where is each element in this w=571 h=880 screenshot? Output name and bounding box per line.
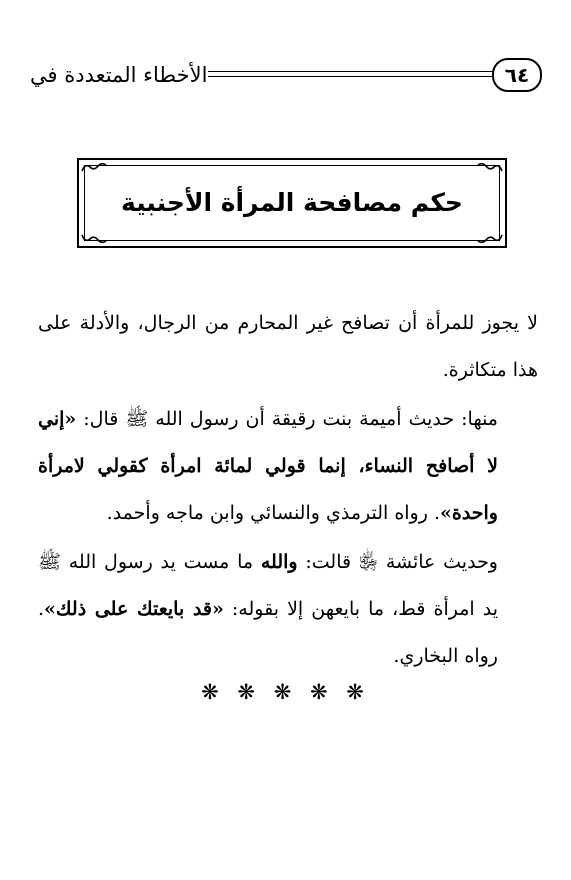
section-title: حكم مصافحة المرأة الأجنبية	[121, 188, 463, 217]
hadith-source: . رواه الترمذي والنسائي وابن ماجه وأحمد.	[106, 502, 440, 524]
corner-ornament-bottom-right	[477, 234, 503, 244]
hadith-text: ما مست يد رسول الله ﷺ يد امرأة قط، ما بايعهن إلا بقوله:	[38, 551, 498, 620]
hadith-quote: «إني لا أصافح النساء، إنما قولي لمائة امرأة كقولي لامرأة واحدة»	[38, 408, 498, 524]
hadith-intro-text: منها: حديث أميمة بنت رقيقة أن رسول الله ﷺ قال:	[76, 408, 498, 430]
section-separator: ❋ ❋ ❋ ❋ ❋	[201, 680, 370, 704]
paragraph-intro: لا يجوز للمرأة أن تصافح غير المحارم من الرجال، والأدلة على هذا متكاثرة.	[38, 312, 538, 381]
body-text	[38, 300, 538, 680]
header-rule	[208, 71, 500, 77]
hadith-intro-text: وحديث عائشة ﵂ قالت:	[297, 551, 498, 573]
page-number-badge	[492, 58, 542, 92]
title-frame	[77, 158, 507, 248]
paragraph-umaymah-hadith	[38, 396, 538, 537]
corner-ornament-top-right	[477, 162, 503, 172]
oath-word: والله	[260, 551, 298, 573]
corner-ornament-bottom-left	[81, 234, 107, 244]
paragraph-aisha-hadith	[38, 539, 538, 680]
hadith-source: . رواه البخاري.	[38, 598, 498, 667]
page-number: ٦٤	[504, 63, 530, 87]
running-title: الأخطاء المتعددة في	[30, 63, 208, 87]
page-header	[30, 58, 542, 94]
hadith-quote: «قد بايعتك على ذلك»	[44, 598, 224, 620]
corner-ornament-top-left	[81, 162, 107, 172]
